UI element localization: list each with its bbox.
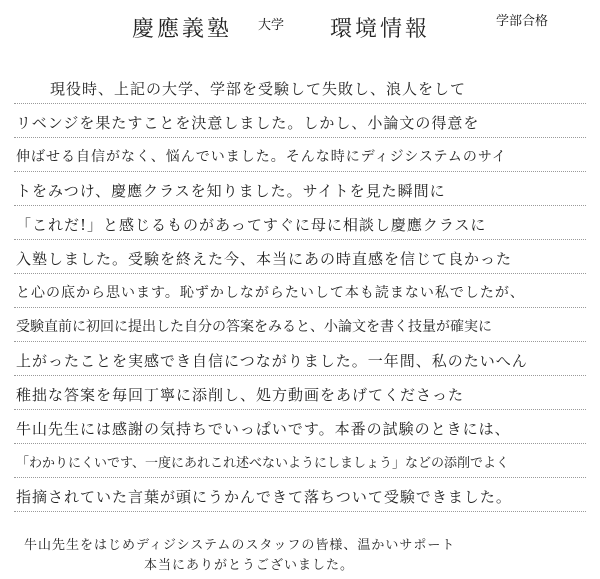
text-line (0, 206, 600, 240)
university-name: 慶應義塾 (132, 17, 233, 42)
text-line (0, 70, 600, 104)
text-line (0, 104, 600, 138)
text-line (0, 172, 600, 206)
line-text: 受験直前に初回に提出した自分の答案をみると、小論文を書く技量が確実に (16, 319, 492, 335)
line-text: と心の底から思います。恥ずかしながらたいして本も読まない私でしたが、 (16, 285, 525, 301)
text-line (0, 410, 600, 444)
line-text: トをみつけ、慶應クラスを知りました。サイトを見た瞬間に (16, 182, 446, 200)
closing-note (0, 534, 600, 578)
line-text: 稚拙な答案を毎回丁寧に添削し、処方動画をあげてくださった (16, 386, 465, 404)
line-text: 上がったことを実感でき自信につながりました。一年間、私のたいへん (16, 352, 528, 370)
header (0, 0, 600, 60)
text-line (0, 376, 600, 410)
line-text: 指摘されていた言葉が頭にうかんできて落ちついて受験できました。 (16, 488, 512, 506)
text-line (0, 478, 600, 512)
line-text: 入塾しました。受験を終えた今、本当にあの時直感を信じて良かった (16, 250, 513, 268)
text-line (0, 342, 600, 376)
line-text: 「これだ!」と感じるものがあってすぐに母に相談し慶應クラスに (16, 216, 487, 234)
university-suffix: 大学 (258, 17, 285, 32)
text-line (0, 308, 600, 342)
text-line (0, 138, 600, 172)
text-line (0, 444, 600, 478)
text-line (0, 240, 600, 274)
text-line (0, 274, 600, 308)
closing-line-1: 牛山先生をはじめディジシステムのスタッフの皆様、温かいサポート (24, 538, 456, 553)
closing-line-2: 本当にありがとうございました。 (144, 558, 355, 573)
result-label: 学部合格 (496, 13, 549, 28)
faculty-name: 環境情報 (330, 17, 431, 42)
line-text: 伸ばせる自信がなく、悩んでいました。そんな時にディジシステムのサイ (16, 149, 507, 165)
line-text: 現役時、上記の大学、学部を受験して失敗し、浪人をして (50, 80, 467, 98)
line-text: 「わかりにくいです、一度にあれこれ述べないようにしましょう」などの添削でよく (16, 456, 509, 471)
line-text: 牛山先生には感謝の気持ちでいっぱいです。本番の試験のときには、 (16, 420, 511, 438)
ruled-line (14, 511, 586, 512)
line-text: リベンジを果たすことを決意しました。しかし、小論文の得意を (16, 114, 480, 132)
